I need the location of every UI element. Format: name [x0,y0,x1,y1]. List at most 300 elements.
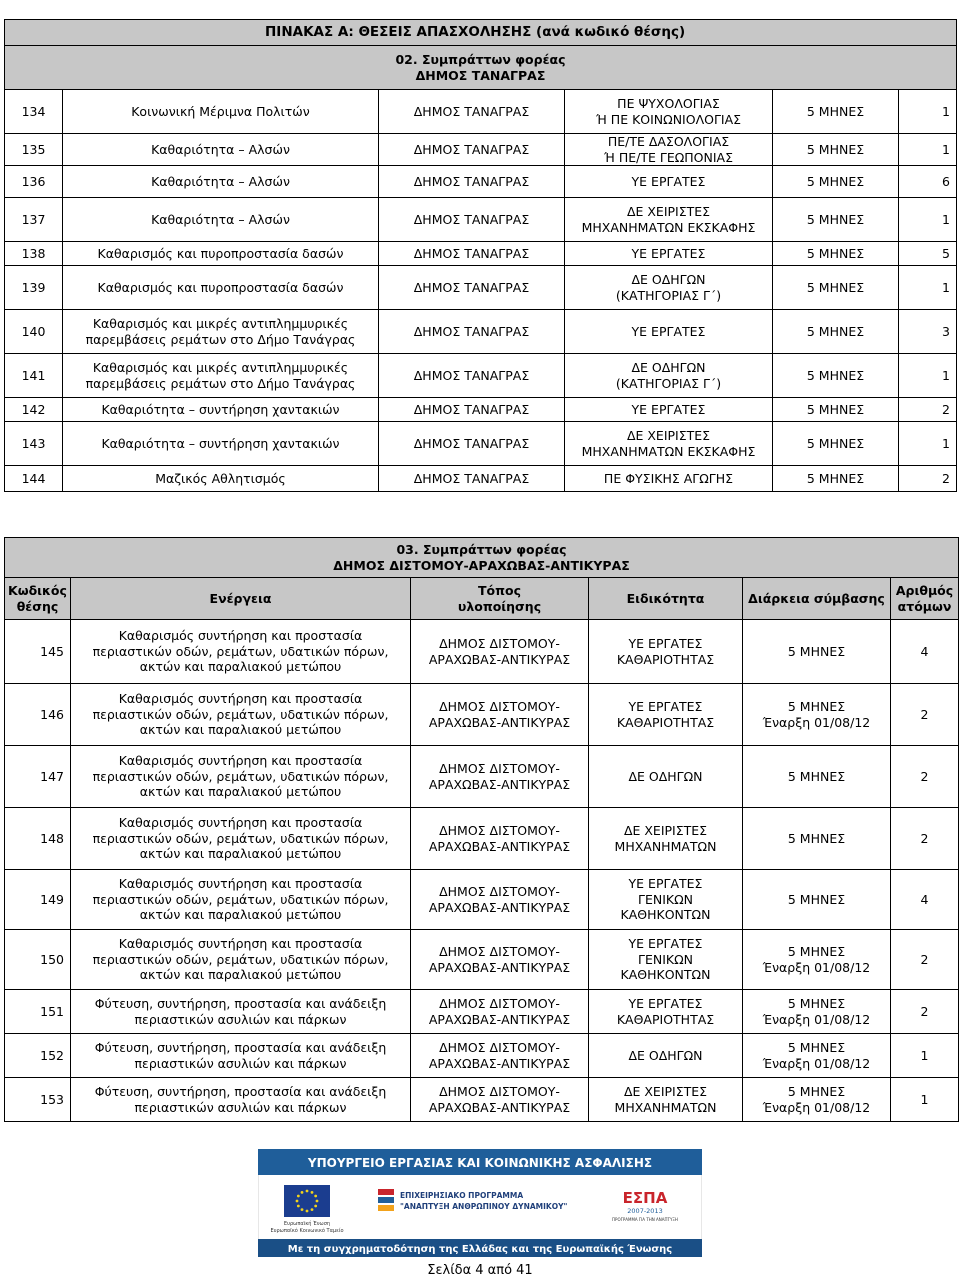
cell-position-code [5,990,71,1034]
cell-headcount [899,198,957,242]
text-line: ΔΗΜΟΣ ΔΙΣΤΟΜΟΥ- [439,1039,560,1055]
cell-duration [773,166,899,198]
cell-duration [773,422,899,466]
cell-activity [63,354,379,398]
cell-duration [773,354,899,398]
text-line: 1 [920,1047,929,1063]
text-line: Καθαριότητα – Αλσών [151,173,290,189]
text-line: Καθαριότητα – συντήρηση χαντακιών [101,435,340,451]
ministry-name: ΥΠΟΥΡΓΕΙΟ ΕΡΓΑΣΙΑΣ ΚΑΙ ΚΟΙΝΩΝΙΚΗΣ ΑΣΦΑΛΙΣΗΣ [307,1156,653,1170]
text-line: ΚΑΘΗΚΟΝΤΩΝ [620,967,711,983]
cell-location [379,198,565,242]
eu-star-icon [311,1208,314,1211]
cell-headcount [891,1034,959,1078]
text-line: Ή ΠΕ ΚΟΙΝΩΝΙΟΛΟΓΙΑΣ [595,111,742,127]
cell-duration [773,242,899,266]
text-line: περιαστικών ασυλιών και πάρκων [134,1055,347,1071]
text-line: 5 ΜΗΝΕΣ [806,141,865,157]
text-line: ακτών και παραλιακού μετώπου [139,722,342,738]
text-line: 3 [942,323,950,339]
text-line: ΓΕΝΙΚΩΝ [638,951,693,967]
section-03-line1: 03. Συμπράττων φορέας [396,541,567,557]
table-row [5,422,957,466]
text-line: ΚΑΘΑΡΙΟΤΗΤΑΣ [616,1011,715,1027]
programme-line2: "ΑΝΑΠΤΥΞΗ ΑΝΘΡΩΠΙΝΟΥ ΔΥΝΑΜΙΚΟΥ" [400,1202,568,1211]
text-line: ακτών και παραλιακού μετώπου [139,784,342,800]
text-line: 2 [920,1003,929,1019]
text-line: 5 ΜΗΝΕΣ [787,698,846,714]
text-line: ακτών και παραλιακού μετώπου [139,907,342,923]
text-line: ΑΡΑΧΩΒΑΣ-ΑΝΤΙΚΥΡΑΣ [428,1099,571,1115]
section-03-line2: ΔΗΜΟΣ ΔΙΣΤΟΜΟΥ-ΑΡΑΧΩΒΑΣ-ΑΝΤΙΚΥΡΑΣ [333,557,630,573]
eu-star-icon [301,1191,304,1194]
espa-logo-icon [610,1183,680,1223]
text-line: (ΚΑΤΗΓΟΡΙΑΣ Γ΄) [615,375,722,391]
text-line: ΔΕ ΟΔΗΓΩΝ [628,1047,703,1063]
eu-star-icon [311,1191,314,1194]
text-line: Καθαρισμός και πυροπροστασία δασών [97,245,344,261]
cell-location [379,166,565,198]
text-line: ΔΗΜΟΣ ΔΙΣΤΟΜΟΥ- [439,995,560,1011]
text-line: ΜΗΧΑΝΗΜΑΤΩΝ [614,1099,717,1115]
text-line: Καθαρισμός και πυροπροστασία δασών [97,279,344,295]
page-number: Σελίδα 4 από 41 [427,1263,533,1278]
text-line: 5 ΜΗΝΕΣ [787,995,846,1011]
section-02-header [5,46,957,90]
text-line: ΥΕ ΕΡΓΑΤΕΣ [631,173,706,189]
text-line: ΔΗΜΟΣ ΔΙΣΤΟΜΟΥ- [439,760,560,776]
cell-activity [63,198,379,242]
text-line: Έναρξη 01/08/12 [762,959,871,975]
cell-specialty [589,746,743,808]
text-line: 5 ΜΗΝΕΣ [787,643,846,659]
programme-line1: ΕΠΙΧΕΙΡΗΣΙΑΚΟ ΠΡΟΓΡΑΜΜΑ [400,1191,524,1200]
cell-headcount [899,166,957,198]
table-row [5,398,957,422]
cell-activity [71,990,411,1034]
cell-headcount [891,1078,959,1122]
cell-position-code [5,870,71,930]
text-line: 5 ΜΗΝΕΣ [806,470,865,486]
text-line: ΑΡΑΧΩΒΑΣ-ΑΝΤΙΚΥΡΑΣ [428,959,571,975]
text-line: περιαστικών οδών, ρεμάτων, υδατικών πόρων, [92,830,389,846]
cell-headcount [899,310,957,354]
eu-star-icon [314,1195,317,1198]
cell-headcount [891,746,959,808]
cell-headcount [891,990,959,1034]
cell-specialty [565,310,773,354]
text-line: ΑΡΑΧΩΒΑΣ-ΑΝΤΙΚΥΡΑΣ [428,1011,571,1027]
text-line: ΜΗΧΑΝΗΜΑΤΩΝ ΕΚΣΚΑΦΗΣ [581,219,756,235]
cell-headcount [891,620,959,684]
text-line: ΚΑΘΗΚΟΝΤΩΝ [620,907,711,923]
cell-activity [71,1034,411,1078]
eu-star-icon [301,1208,304,1211]
cell-activity [71,1078,411,1122]
cell-specialty [565,134,773,166]
text-line: ΔΕ ΧΕΙΡΙΣΤΕΣ [626,428,711,444]
text-line: ΠΕ ΨΥΧΟΛΟΓΙΑΣ [617,95,720,111]
cell-duration [773,398,899,422]
cell-position-code [5,746,71,808]
text-line: 5 ΜΗΝΕΣ [787,768,846,784]
cell-location [379,310,565,354]
text-line: παρεμβάσεις ρεμάτων στο Δήμο Τανάγρας [85,331,356,347]
programme-logo-icon [378,1189,394,1211]
text-line: ΔΗΜΟΣ ΤΑΝΑΓΡΑΣ [413,141,530,157]
text-line: ΑΡΑΧΩΒΑΣ-ΑΝΤΙΚΥΡΑΣ [428,651,571,667]
text-line: 6 [942,173,950,189]
text-line: 5 ΜΗΝΕΣ [806,367,865,383]
eu-label-line1: Ευρωπαϊκή Ένωση [283,1221,331,1227]
cell-duration [743,620,891,684]
cell-location [411,808,589,870]
text-line: Τόπος [478,582,521,598]
cell-position-code [5,198,63,242]
table-row [5,166,957,198]
cell-duration [743,1078,891,1122]
text-line: 4 [920,643,929,659]
text-line: ΔΕ ΧΕΙΡΙΣΤΕΣ [626,204,711,220]
cell-position-code [5,90,63,134]
cell-position-code [5,684,71,746]
cell-location [379,354,565,398]
cell-specialty [589,620,743,684]
text-line: περιαστικών οδών, ρεμάτων, υδατικών πόρων, [92,643,389,659]
text-line: Έναρξη 01/08/12 [762,1055,871,1071]
cell-duration [773,90,899,134]
cofunding-text: Με τη συγχρηματοδότηση της Ελλάδας και της Ευρωπαϊκής Ένωσης [287,1244,673,1255]
cell-specialty [589,990,743,1034]
text-line: 1 [920,1091,929,1107]
cell-activity [71,684,411,746]
text-line: Κωδικός [8,582,67,598]
eu-star-icon [296,1200,299,1203]
text-line: 5 ΜΗΝΕΣ [806,245,865,261]
text-line: περιαστικών οδών, ρεμάτων, υδατικών πόρων, [92,706,389,722]
text-line: ΔΗΜΟΣ ΤΑΝΑΓΡΑΣ [413,435,530,451]
table-b [4,537,959,1122]
text-line: 148 [40,830,64,846]
cell-headcount [891,930,959,990]
text-line: ΥΕ ΕΡΓΑΤΕΣ [631,245,706,261]
text-line: (ΚΑΤΗΓΟΡΙΑΣ Γ΄) [615,287,722,303]
cell-headcount [891,684,959,746]
text-line: 134 [21,103,46,119]
text-line: ΑΡΑΧΩΒΑΣ-ΑΝΤΙΚΥΡΑΣ [428,776,571,792]
text-line: 135 [21,141,46,157]
cell-location [411,746,589,808]
text-line: 140 [21,323,46,339]
table-row [5,808,959,870]
cell-activity [71,620,411,684]
cell-headcount [899,398,957,422]
text-line: Ή ΠΕ/ΤΕ ΓΕΩΠΟΝΙΑΣ [603,149,734,165]
text-line: ΥΕ ΕΡΓΑΤΕΣ [631,323,706,339]
text-line: ΑΡΑΧΩΒΑΣ-ΑΝΤΙΚΥΡΑΣ [428,899,571,915]
cell-activity [63,398,379,422]
col-header-code [5,578,71,620]
text-line: ΔΗΜΟΣ ΔΙΣΤΟΜΟΥ- [439,698,560,714]
cell-position-code [5,310,63,354]
text-line: περιαστικών οδών, ρεμάτων, υδατικών πόρων, [92,768,389,784]
text-line: 1 [942,141,950,157]
table-row [5,134,957,166]
cofunding-logo-banner [258,1149,702,1257]
cell-specialty [565,242,773,266]
text-line: 2 [920,706,929,722]
text-line: 1 [942,367,950,383]
text-line: ΔΗΜΟΣ ΤΑΝΑΓΡΑΣ [413,211,530,227]
eu-star-icon [314,1205,317,1208]
text-line: 146 [40,706,64,722]
text-line: 1 [942,103,950,119]
col-header-place [411,578,589,620]
text-line: υλοποίησης [457,598,542,614]
text-line: περιαστικών οδών, ρεμάτων, υδατικών πόρων, [92,951,389,967]
cell-duration [743,930,891,990]
table-row [5,198,957,242]
text-line: 5 ΜΗΝΕΣ [787,891,846,907]
section-02-line2: ΔΗΜΟΣ ΤΑΝΑΓΡΑΣ [415,67,546,83]
table-b-body [5,620,959,1122]
table-row [5,242,957,266]
section-03-header [5,538,959,578]
cell-headcount [899,422,957,466]
text-line: 149 [40,891,64,907]
text-line: 147 [40,768,64,784]
text-line: ΔΗΜΟΣ ΤΑΝΑΓΡΑΣ [413,245,530,261]
table-row [5,310,957,354]
cell-duration [743,746,891,808]
cell-specialty [589,930,743,990]
text-line: ΜΗΧΑΝΗΜΑΤΩΝ [614,838,717,854]
table-row [5,930,959,990]
text-line: ΚΑΘΑΡΙΟΤΗΤΑΣ [616,714,715,730]
cofunding-banner-graphic [258,1149,702,1257]
cell-specialty [589,1078,743,1122]
table-row [5,990,959,1034]
table-row [5,354,957,398]
text-line: 2 [920,951,929,967]
cell-position-code [5,422,63,466]
text-line: 2 [920,830,929,846]
text-line: 5 ΜΗΝΕΣ [787,1083,846,1099]
table-row [5,466,957,492]
text-line: ΥΕ ΕΡΓΑΤΕΣ [628,698,703,714]
table-row [5,1034,959,1078]
cell-activity [63,466,379,492]
text-line: 5 ΜΗΝΕΣ [787,1039,846,1055]
text-line: 141 [21,367,46,383]
cell-position-code [5,1078,71,1122]
text-line: ΔΗΜΟΣ ΔΙΣΤΟΜΟΥ- [439,883,560,899]
text-line: 5 ΜΗΝΕΣ [806,323,865,339]
table-a [4,19,957,492]
text-line: Έναρξη 01/08/12 [762,1099,871,1115]
text-line: 5 [942,245,950,261]
text-line: ΥΕ ΕΡΓΑΤΕΣ [628,995,703,1011]
cell-location [411,620,589,684]
text-line: 144 [21,470,46,486]
cell-duration [743,990,891,1034]
cell-activity [63,166,379,198]
cell-activity [71,808,411,870]
text-line: 151 [40,1003,64,1019]
cell-specialty [589,870,743,930]
cell-position-code [5,354,63,398]
cell-duration [743,684,891,746]
cell-position-code [5,242,63,266]
text-line: Καθαρισμός και μικρές αντιπλημμυρικές [92,316,349,332]
cell-location [379,242,565,266]
text-line: 1 [942,211,950,227]
text-line: 5 ΜΗΝΕΣ [806,401,865,417]
text-line: Καθαρισμός συντήρηση και προστασία [118,936,363,952]
text-line: ΑΡΑΧΩΒΑΣ-ΑΝΤΙΚΥΡΑΣ [428,1055,571,1071]
cell-duration [743,870,891,930]
cell-duration [773,310,899,354]
text-line: ΑΡΑΧΩΒΑΣ-ΑΝΤΙΚΥΡΑΣ [428,714,571,730]
text-line: 139 [21,279,46,295]
text-line: ΔΕ ΧΕΙΡΙΣΤΕΣ [623,822,708,838]
text-line: ακτών και παραλιακού μετώπου [139,967,342,983]
cell-duration [773,466,899,492]
text-line: ΔΗΜΟΣ ΤΑΝΑΓΡΑΣ [413,279,530,295]
cell-headcount [899,466,957,492]
cell-location [379,398,565,422]
text-line: περιαστικών ασυλιών και πάρκων [134,1099,347,1115]
text-line: παρεμβάσεις ρεμάτων στο Δήμο Τανάγρας [85,375,356,391]
cell-position-code [5,620,71,684]
text-line: 2 [942,401,950,417]
cell-headcount [899,134,957,166]
text-line: Έναρξη 01/08/12 [762,714,871,730]
cell-location [411,684,589,746]
table-a-title: ΠΙΝΑΚΑΣ Α: ΘΕΣΕΙΣ ΑΠΑΣΧΟΛΗΣΗΣ (ανά κωδικό θέσης) [5,20,957,46]
text-line: ΔΕ ΟΔΗΓΩΝ [631,272,706,288]
text-line: ΔΗΜΟΣ ΔΙΣΤΟΜΟΥ- [439,1083,560,1099]
cell-location [379,266,565,310]
text-line: 5 ΜΗΝΕΣ [806,173,865,189]
cell-position-code [5,166,63,198]
cell-activity [71,870,411,930]
cell-specialty [565,354,773,398]
cell-location [411,1034,589,1078]
text-line: ΚΑΘΑΡΙΟΤΗΤΑΣ [616,651,715,667]
cell-specialty [565,466,773,492]
text-line: Καθαρισμός και μικρές αντιπλημμυρικές [92,360,349,376]
text-line: ακτών και παραλιακού μετώπου [139,846,342,862]
section-02-line1: 02. Συμπράττων φορέας [395,51,566,67]
cell-activity [63,266,379,310]
text-line: 136 [21,173,46,189]
table-row [5,870,959,930]
text-line: 1 [942,435,950,451]
text-line: ΔΗΜΟΣ ΤΑΝΑΓΡΑΣ [413,173,530,189]
text-line: ΥΕ ΕΡΓΑΤΕΣ [631,401,706,417]
text-line: ΔΗΜΟΣ ΔΙΣΤΟΜΟΥ- [439,943,560,959]
text-line: Κοινωνική Μέριμνα Πολιτών [131,103,310,119]
text-line: Έναρξη 01/08/12 [762,1011,871,1027]
text-line: Καθαριότητα – συντήρηση χαντακιών [101,401,340,417]
text-line: 150 [40,951,64,967]
cell-specialty [565,422,773,466]
text-line: Καθαριότητα – Αλσών [151,141,290,157]
cell-specialty [565,398,773,422]
cell-specialty [565,90,773,134]
text-line: ΥΕ ΕΡΓΑΤΕΣ [628,936,703,952]
text-line: 152 [40,1047,64,1063]
text-line: ΓΕΝΙΚΩΝ [638,891,693,907]
text-line: 153 [40,1091,64,1107]
table-row [5,90,957,134]
espa-years: 2007-2013 [627,1207,663,1215]
text-line: Φύτευση, συντήρηση, προστασία και ανάδειξη [94,995,387,1011]
cell-specialty [589,1034,743,1078]
text-line: Καθαρισμός συντήρηση και προστασία [118,876,363,892]
cell-position-code [5,930,71,990]
text-line: ΥΕ ΕΡΓΑΤΕΣ [628,635,703,651]
text-line: ΔΗΜΟΣ ΤΑΝΑΓΡΑΣ [413,367,530,383]
cell-headcount [891,870,959,930]
text-line: ΑΡΑΧΩΒΑΣ-ΑΝΤΙΚΥΡΑΣ [428,838,571,854]
text-line: ΔΗΜΟΣ ΤΑΝΑΓΡΑΣ [413,401,530,417]
cell-location [379,466,565,492]
text-line: 137 [21,211,46,227]
cell-position-code [5,266,63,310]
text-line: ΠΕ/ΤΕ ΔΑΣΟΛΟΓΙΑΣ [607,134,730,149]
col-header-activity: Ενέργεια [71,578,411,620]
eu-star-icon [316,1200,319,1203]
cell-specialty [589,684,743,746]
text-line: περιαστικών οδών, ρεμάτων, υδατικών πόρων, [92,891,389,907]
text-line: ΔΗΜΟΣ ΤΑΝΑΓΡΑΣ [413,103,530,119]
cell-position-code [5,398,63,422]
text-line: Φύτευση, συντήρηση, προστασία και ανάδειξη [94,1083,387,1099]
text-line: 138 [21,245,46,261]
cell-activity [63,422,379,466]
text-line: 1 [942,279,950,295]
cell-headcount [899,266,957,310]
cell-headcount [899,242,957,266]
cell-specialty [565,198,773,242]
cell-position-code [5,466,63,492]
table-row [5,620,959,684]
text-line: ΔΗΜΟΣ ΔΙΣΤΟΜΟΥ- [439,635,560,651]
text-line: ΠΕ ΦΥΣΙΚΗΣ ΑΓΩΓΗΣ [603,470,734,486]
text-line: Μαζικός Αθλητισμός [155,470,286,486]
text-line: ΔΗΜΟΣ ΔΙΣΤΟΜΟΥ- [439,822,560,838]
cell-headcount [891,808,959,870]
text-line: ΔΕ ΧΕΙΡΙΣΤΕΣ [623,1083,708,1099]
cell-duration [743,808,891,870]
cell-location [411,990,589,1034]
cell-location [411,870,589,930]
cell-location [411,930,589,990]
text-line: 2 [942,470,950,486]
text-line: 142 [21,401,46,417]
cell-activity [71,746,411,808]
text-line: 145 [40,643,64,659]
text-line: Φύτευση, συντήρηση, προστασία και ανάδειξη [94,1039,387,1055]
text-line: ΜΗΧΑΝΗΜΑΤΩΝ ΕΚΣΚΑΦΗΣ [581,443,756,459]
cell-location [379,90,565,134]
text-line: ΔΕ ΟΔΗΓΩΝ [628,768,703,784]
eu-star-icon [297,1195,300,1198]
cell-activity [63,134,379,166]
cell-specialty [589,808,743,870]
